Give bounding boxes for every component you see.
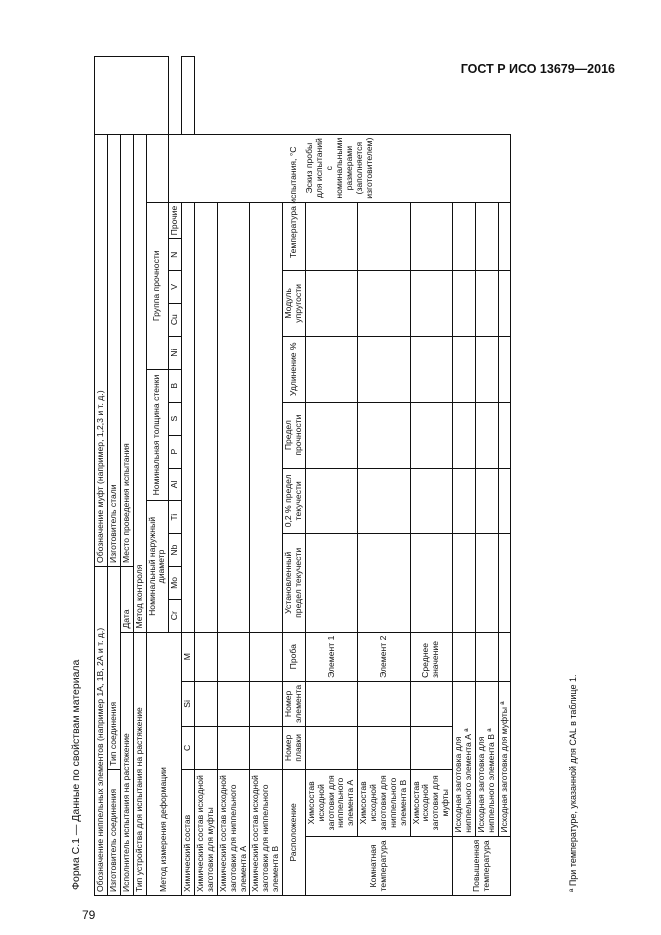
nominal-od: Номинальный наружный диаметр: [146, 501, 169, 632]
el-s: S: [169, 402, 182, 435]
hdr-elongation: Удлинение %: [283, 336, 306, 402]
hdr-element: Номер элемента: [283, 681, 306, 726]
room-temp: Комнатная температура: [305, 836, 452, 895]
material-properties-table: [94, 56, 511, 896]
footnote: ª При температуре, указанной для CAL в таблице 1.: [568, 674, 578, 892]
page-number: 79: [82, 908, 96, 922]
el-other: Прочие: [169, 202, 182, 239]
sketch-cell: [95, 57, 169, 135]
hdr-temperature: Температура испытания, °С: [283, 134, 306, 271]
el-v: V: [169, 271, 182, 304]
elevated-row: Исходная заготовка для муфты ª: [498, 681, 511, 836]
control-method: Метод контроля: [133, 134, 146, 632]
chem-label: Химический состав: [182, 769, 195, 895]
nominal-wall: Номинальная толщина стенки: [146, 369, 169, 501]
el-mo: Mo: [169, 566, 182, 599]
el-ti: Ti: [169, 501, 182, 534]
designation-row: Обозначение ниппельных элементов (например 1А, 1В, 2А и т. д.): [95, 566, 108, 895]
hdr-modulus: Модуль упругости: [283, 271, 306, 337]
group-coupling: Химсостав исходной заготовки для муфты: [410, 769, 453, 836]
elevated-row: Исходная заготовка для ниппельного элемента А ª: [453, 681, 476, 836]
rotated-form: [68, 56, 588, 896]
el-m: M: [182, 632, 195, 681]
el-n: N: [169, 239, 182, 271]
form-caption: Форма С.1 — Данные по свойствам материала: [70, 659, 82, 890]
chem-row: Химический состав исходной заготовки для муфты: [195, 769, 218, 895]
standard-header: ГОСТ Р ИСО 13679—2016: [460, 62, 615, 76]
sample: Среднее значение: [410, 632, 453, 681]
hdr-location: Расположение: [283, 769, 306, 895]
deformation-method: Метод измерения деформации: [146, 632, 182, 895]
el-ni: Ni: [169, 336, 182, 369]
el-si: Si: [182, 681, 195, 726]
chem-row: Химический состав исходной заготовки для ниппельного элемента А: [217, 769, 250, 895]
coupling-row: Обозначение муфт (например, 1,2,3 и т. д.): [95, 134, 108, 566]
test-place: Место проведения испытания: [120, 134, 133, 566]
hdr-tensile: Предел прочности: [283, 402, 306, 468]
sample: Элемент 1: [305, 632, 357, 681]
date-cell: Дата: [120, 566, 133, 632]
el-al: Al: [169, 468, 182, 501]
hdr-yield02: 0,2 % предел текучести: [283, 468, 306, 534]
el-c: C: [182, 726, 195, 769]
connection-type: Тип соединения: [107, 566, 120, 769]
strength-group: Группа прочности: [146, 202, 169, 369]
tensile-device: Тип устройства для испытания на растяжение: [133, 632, 146, 895]
hdr-heat: Номер плавки: [283, 726, 306, 769]
el-cr: Cr: [169, 599, 182, 632]
tensile-tester: Исполнитель испытания на растяжение: [120, 632, 133, 895]
el-cu: Cu: [169, 303, 182, 336]
el-nb: Nb: [169, 534, 182, 567]
group-a: Химсостав исходной заготовки для ниппельного элемента А: [305, 769, 357, 836]
hdr-yield: Установленный предел текучести: [283, 534, 306, 632]
group-b: Химсостав исходной заготовки для ниппельного элемента В: [358, 769, 410, 836]
el-b: B: [169, 369, 182, 402]
hdr-sample: Проба: [283, 632, 306, 681]
steel-maker: Изготовитель стали: [107, 134, 120, 566]
connection-maker: Изготовитель соединения: [107, 769, 120, 895]
sketch-label: Эскиз пробы для испытаний с номинальными размерами (заполняется изготовителем): [169, 134, 511, 202]
chem-row: Химический состав исходной заготовки для ниппельного элемента В: [250, 769, 283, 895]
sample: Элемент 2: [358, 632, 410, 681]
elevated-row: Исходная заготовка для ниппельного элемента В ª: [475, 681, 498, 836]
elevated-temp: Повышенная температура: [453, 836, 511, 895]
el-p: P: [169, 435, 182, 468]
